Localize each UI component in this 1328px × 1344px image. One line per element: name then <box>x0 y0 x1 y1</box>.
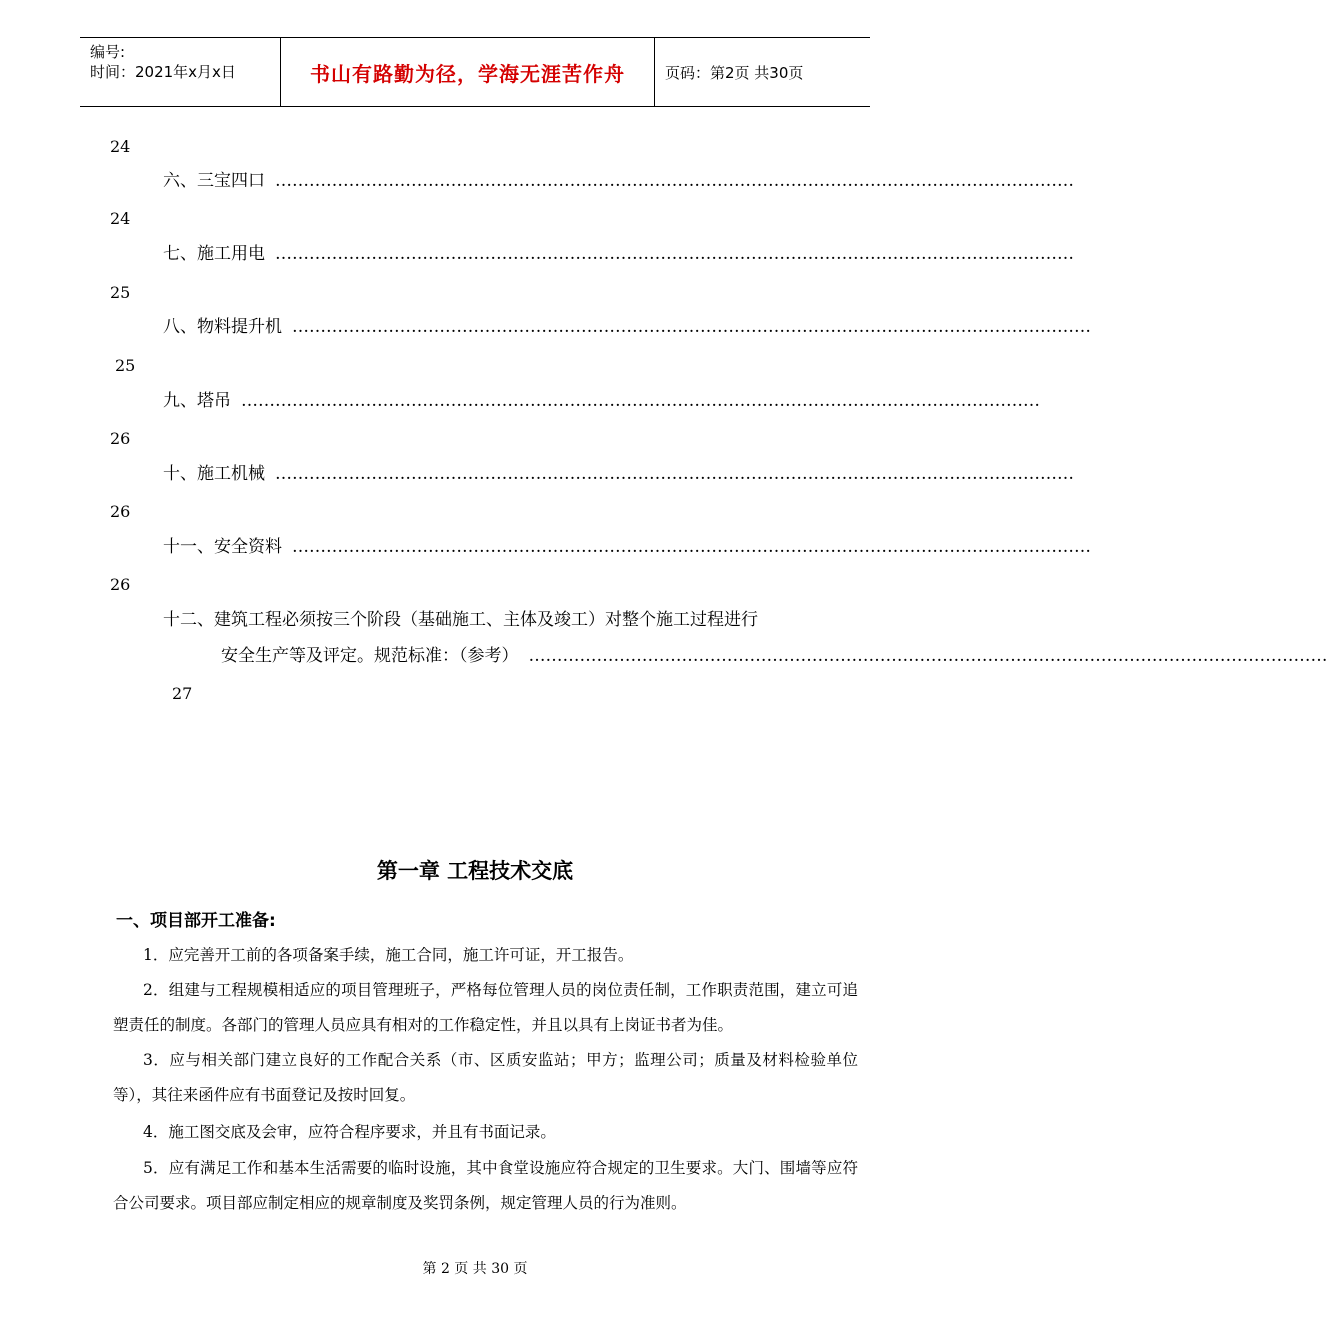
paragraph: 1．应完善开工前的各项备案手续，施工合同，施工许可证，开工报告。 <box>143 946 634 964</box>
paragraph: 4．施工图交底及会审，应符合程序要求，并且有书面记录。 <box>143 1123 556 1141</box>
toc-leader-dots: …………………………………………………………………………………………………………………………… <box>528 646 1328 666</box>
toc-entry-label: 安全生产等及评定。规范标准：（参考） <box>221 646 519 666</box>
header-motto: 书山有路勤为径，学海无涯苦作舟 <box>281 38 655 106</box>
toc-page-number: 27 <box>172 684 193 703</box>
toc-entry[interactable] <box>221 645 1328 667</box>
toc-entry[interactable] <box>163 390 1040 412</box>
toc-entry-label: 十一、安全资料 <box>163 537 282 557</box>
toc-entry-label: 六、三宝四口 <box>163 171 265 191</box>
paragraph: 3．应与相关部门建立良好的工作配合关系（市、区质安监站；甲方；监理公司；质量及材料检验单位等），其往来函件应有书面登记及按时回复。 <box>113 1051 858 1104</box>
toc-entry-label: 十、施工机械 <box>163 464 265 484</box>
toc-leader-dots: …………………………………………………………………………………………………………………………… <box>241 391 1040 411</box>
toc-entry[interactable] <box>163 316 1091 338</box>
toc-entry[interactable] <box>163 243 1074 265</box>
toc-entry[interactable] <box>163 536 1091 558</box>
toc-entry-label: 七、施工用电 <box>163 244 265 264</box>
paragraph: 2．组建与工程规模相适应的项目管理班子，严格每位管理人员的岗位责任制，工作职责范围，建立可追塑责任的制度。各部门的管理人员应具有相对的工作稳定性，并且以具有上岗证书者为佳。 <box>113 981 858 1034</box>
toc-page-number: 24 <box>110 209 131 228</box>
page-footer: 第 2 页 共 30 页 <box>422 1261 528 1277</box>
toc-leader-dots: …………………………………………………………………………………………………………………………… <box>275 244 1074 264</box>
toc-entry-label: 八、物料提升机 <box>163 317 282 337</box>
document-time-label: 时间：2021年x月x日 <box>90 63 236 81</box>
toc-page-number: 26 <box>110 575 131 594</box>
toc-entry[interactable] <box>163 170 1074 192</box>
toc-entry-label: 九、塔吊 <box>163 391 231 411</box>
toc-page-number: 25 <box>115 356 136 375</box>
toc-leader-dots: …………………………………………………………………………………………………………………………… <box>275 464 1074 484</box>
toc-entry-label[interactable]: 十二、建筑工程必须按三个阶段（基础施工、主体及竣工）对整个施工过程进行 <box>163 610 758 630</box>
toc-page-number: 25 <box>110 283 131 302</box>
header-page-number: 页码：第2页 共30页 <box>665 63 804 82</box>
toc-entry[interactable] <box>163 463 1074 485</box>
chapter-title: 第一章 工程技术交底 <box>376 859 574 883</box>
header-table <box>80 37 870 107</box>
toc-page-number: 24 <box>110 137 131 156</box>
toc-leader-dots: …………………………………………………………………………………………………………………………… <box>292 317 1091 337</box>
section-title: 一、项目部开工准备: <box>116 911 276 931</box>
paragraph: 5．应有满足工作和基本生活需要的临时设施，其中食堂设施应符合规定的卫生要求。大门、围墙等应符合公司要求。项目部应制定相应的规章制度及奖罚条例，规定管理人员的行为准则。 <box>113 1159 858 1212</box>
document-number-label: 编号: <box>90 43 126 61</box>
toc-page-number: 26 <box>110 502 131 521</box>
toc-leader-dots: …………………………………………………………………………………………………………………………… <box>275 171 1074 191</box>
header-meta <box>80 38 281 106</box>
toc-page-number: 26 <box>110 429 131 448</box>
toc-leader-dots: …………………………………………………………………………………………………………………………… <box>292 537 1091 557</box>
